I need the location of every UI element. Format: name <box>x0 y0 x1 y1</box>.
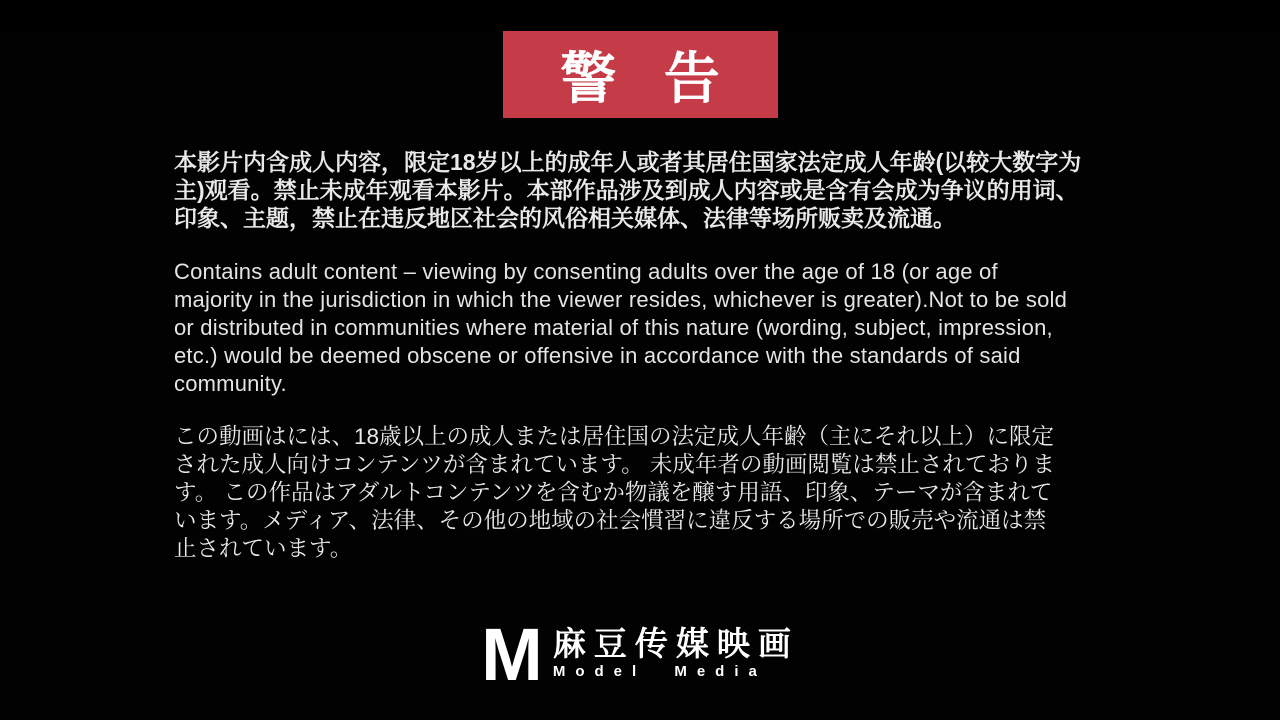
warning-banner-title: 警 告 <box>560 46 736 110</box>
warning-text-content <box>174 148 1108 563</box>
text-line: 主)观看。禁止未成年观看本影片。本部作品涉及到成人内容或是含有会成为争议的用词、 <box>174 177 1079 203</box>
logo-m-icon: M <box>481 613 543 696</box>
warning-paragraph-english <box>174 258 1108 398</box>
warning-paragraph-japanese <box>174 423 1108 563</box>
logo-name-latin: Model Media <box>552 663 767 680</box>
text-line: 印象、主题，禁止在违反地区社会的风俗相关媒体、法律等场所贩卖及流通。 <box>174 205 956 231</box>
text-line: す。 この作品はアダルトコンテンツを含むか物議を醸す用語、印象、テーマが含まれて <box>174 480 1053 505</box>
text-line: majority in the jurisdiction in which the viewer resides, whichever is greater).Not to be sold <box>174 287 1068 312</box>
text-line: Contains adult content – viewing by consenting adults over the age of 18 (or age of <box>174 259 998 284</box>
warning-banner <box>503 31 778 118</box>
text-line: or distributed in communities where material of this nature (wording, subject, impression, <box>174 315 1053 340</box>
model-media-logo <box>0 613 1280 696</box>
logo-names <box>553 627 799 680</box>
text-line: 本影片内含成人内容，限定18岁以上的成年人或者其居住国家法定成人年龄(以较大数字为 <box>174 149 1082 175</box>
warning-paragraph-chinese <box>174 148 1108 232</box>
text-line: います。メディア、法律、その他の地域の社会慣習に違反する場所での販売や流通は禁 <box>174 508 1047 533</box>
warning-screen <box>0 31 1280 720</box>
text-line: この動画はには、18歳以上の成人または居住国の法定成人年齢（主にそれ以上）に限定 <box>174 424 1055 449</box>
text-line: 止されています。 <box>174 536 353 561</box>
text-line: された成人向けコンテンツが含まれています。 未成年者の動画閲覧は禁止されておりま <box>174 452 1055 477</box>
text-line: etc.) would be deemed obscene or offensive in accordance with the standards of said <box>174 343 1021 368</box>
logo-name-chinese: 麻豆传媒映画 <box>552 625 799 662</box>
text-line: community. <box>174 371 287 396</box>
